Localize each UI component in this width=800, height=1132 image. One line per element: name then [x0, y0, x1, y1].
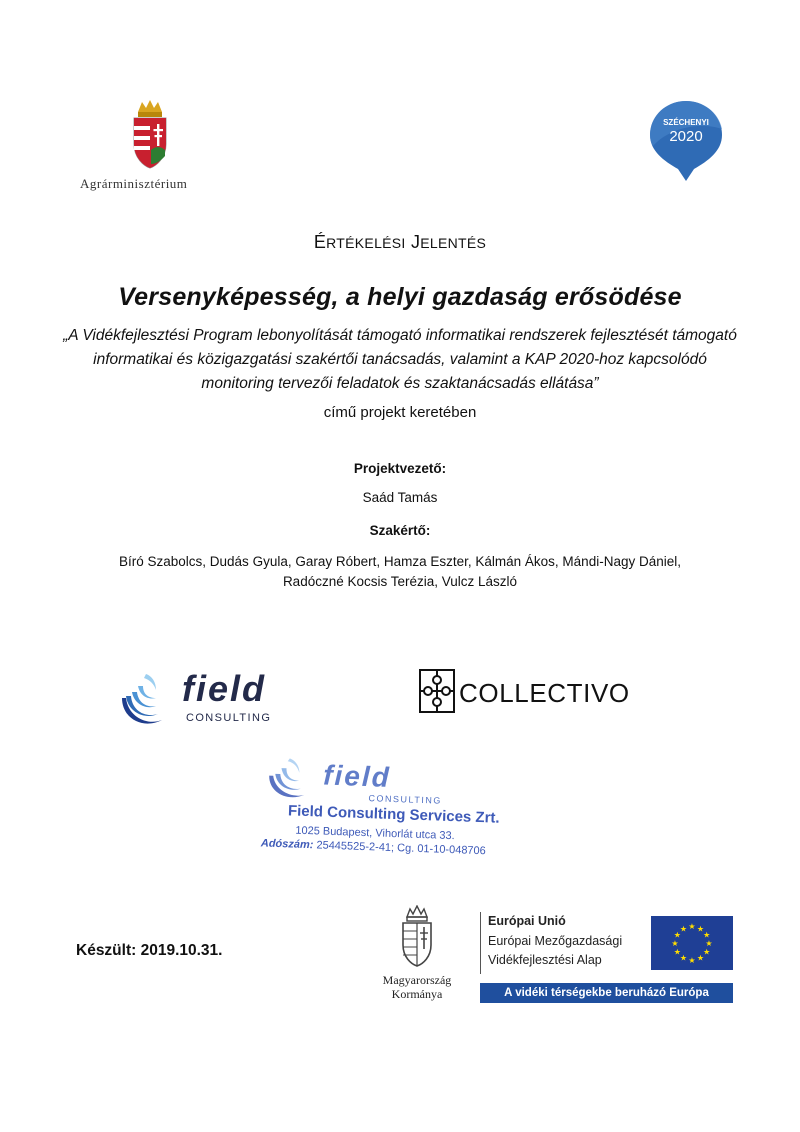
project-lead-name: Saád Tamás [362, 490, 438, 505]
eu-star-icon: ★ [688, 956, 696, 965]
stamp-wordmark: field [322, 759, 392, 793]
eu-star-icon: ★ [696, 924, 705, 934]
document-type [0, 232, 800, 253]
eu-star-icon: ★ [671, 939, 679, 948]
doc-type-rest-2: ELENTÉS [420, 235, 487, 251]
experts-label: Szakértő: [369, 523, 431, 538]
doc-type-initial-2: J [410, 232, 421, 252]
experts-line-2: Radóczné Kocsis Terézia, Vulcz László [282, 574, 518, 589]
project-lead-label: Projektvezető: [353, 461, 447, 476]
field-wordmark: field [182, 668, 267, 709]
field-subtitle: CONSULTING [186, 712, 272, 724]
eu-star-icon: ★ [705, 939, 713, 948]
map-pin-icon [648, 99, 724, 183]
eu-star-icon: ★ [673, 947, 681, 957]
eu-star-icon: ★ [703, 947, 711, 957]
eu-divider [480, 912, 481, 974]
eu-fund-line-1: Európai Mezőgazdasági [488, 934, 623, 948]
government-logo [362, 905, 472, 1005]
ministry-name: Agrárminisztérium [80, 176, 188, 191]
field-swirl-icon [116, 668, 178, 730]
government-name-line-1: Magyarország [382, 973, 452, 987]
collectivo-wordmark: COLLECTIVO [459, 678, 630, 708]
eu-union-label: Európai Unió [488, 914, 566, 928]
szechenyi-year: 2020 [669, 128, 703, 145]
stamp-tax-value: 25445525-2-41; Cg. 01-10-048706 [316, 839, 486, 858]
puzzle-icon [419, 669, 455, 713]
ministry-logo [72, 98, 232, 198]
experts-list [80, 552, 720, 592]
project-suffix: című projekt keretében [323, 404, 477, 421]
doc-type-initial-1: É [313, 232, 327, 252]
eu-star-icon: ★ [679, 953, 688, 963]
coat-of-arms-icon [397, 905, 437, 967]
eu-star-icon: ★ [696, 953, 705, 963]
eu-star-icon: ★ [688, 922, 696, 931]
collectivo-logo [419, 669, 649, 715]
field-consulting-logo [116, 668, 306, 730]
eu-star-icon: ★ [703, 930, 711, 940]
stamp-subtitle: CONSULTING [368, 793, 442, 806]
szechenyi-2020-logo [648, 99, 724, 183]
experts-line-1: Bíró Szabolcs, Dudás Gyula, Garay Róbert, Hamza Eszter, Kálmán Ákos, Mándi-Nagy Dániel, [119, 554, 681, 569]
eu-stars [651, 916, 733, 970]
stamp-swirl-icon [264, 754, 320, 804]
eu-star-icon: ★ [673, 930, 681, 940]
eu-star-icon: ★ [679, 924, 688, 934]
eu-funding-block [480, 912, 734, 1004]
hungarian-coat-of-arms-icon [130, 98, 170, 170]
project-description: „A Vidékfejlesztési Program lebonyolítását támogató informatikai rendszerek fejlesztését támogató informatikai és közigazgatási szakértői tanácsadás, valamint a KAP 2020-hoz kapcsolódó monitoring tervezői feladatok és szaktanácsadás ellátása” [63, 327, 737, 392]
government-name-line-2: Kormánya [391, 987, 443, 1001]
government-name [362, 973, 472, 1001]
stamp-address: 1025 Budapest, Vihorlát utca 33. [295, 824, 455, 843]
eu-fund-line-2: Vidékfejlesztési Alap [488, 953, 602, 967]
stamp-company-name: Field Consulting Services Zrt. [287, 802, 500, 827]
eu-slogan-banner: A vidéki térségekbe beruházó Európa [480, 983, 733, 1003]
stamp-tax-label: Adószám: [260, 837, 314, 852]
completion-date: Készült: 2019.10.31. [76, 942, 223, 959]
doc-type-rest-1: RTÉKELÉSI [326, 235, 406, 251]
eu-flag-icon [651, 916, 733, 970]
szechenyi-label: SZÉCHENYI [663, 118, 709, 127]
page-title: Versenyképesség, a helyi gazdaság erősödése [118, 283, 682, 311]
company-stamp [256, 753, 530, 872]
